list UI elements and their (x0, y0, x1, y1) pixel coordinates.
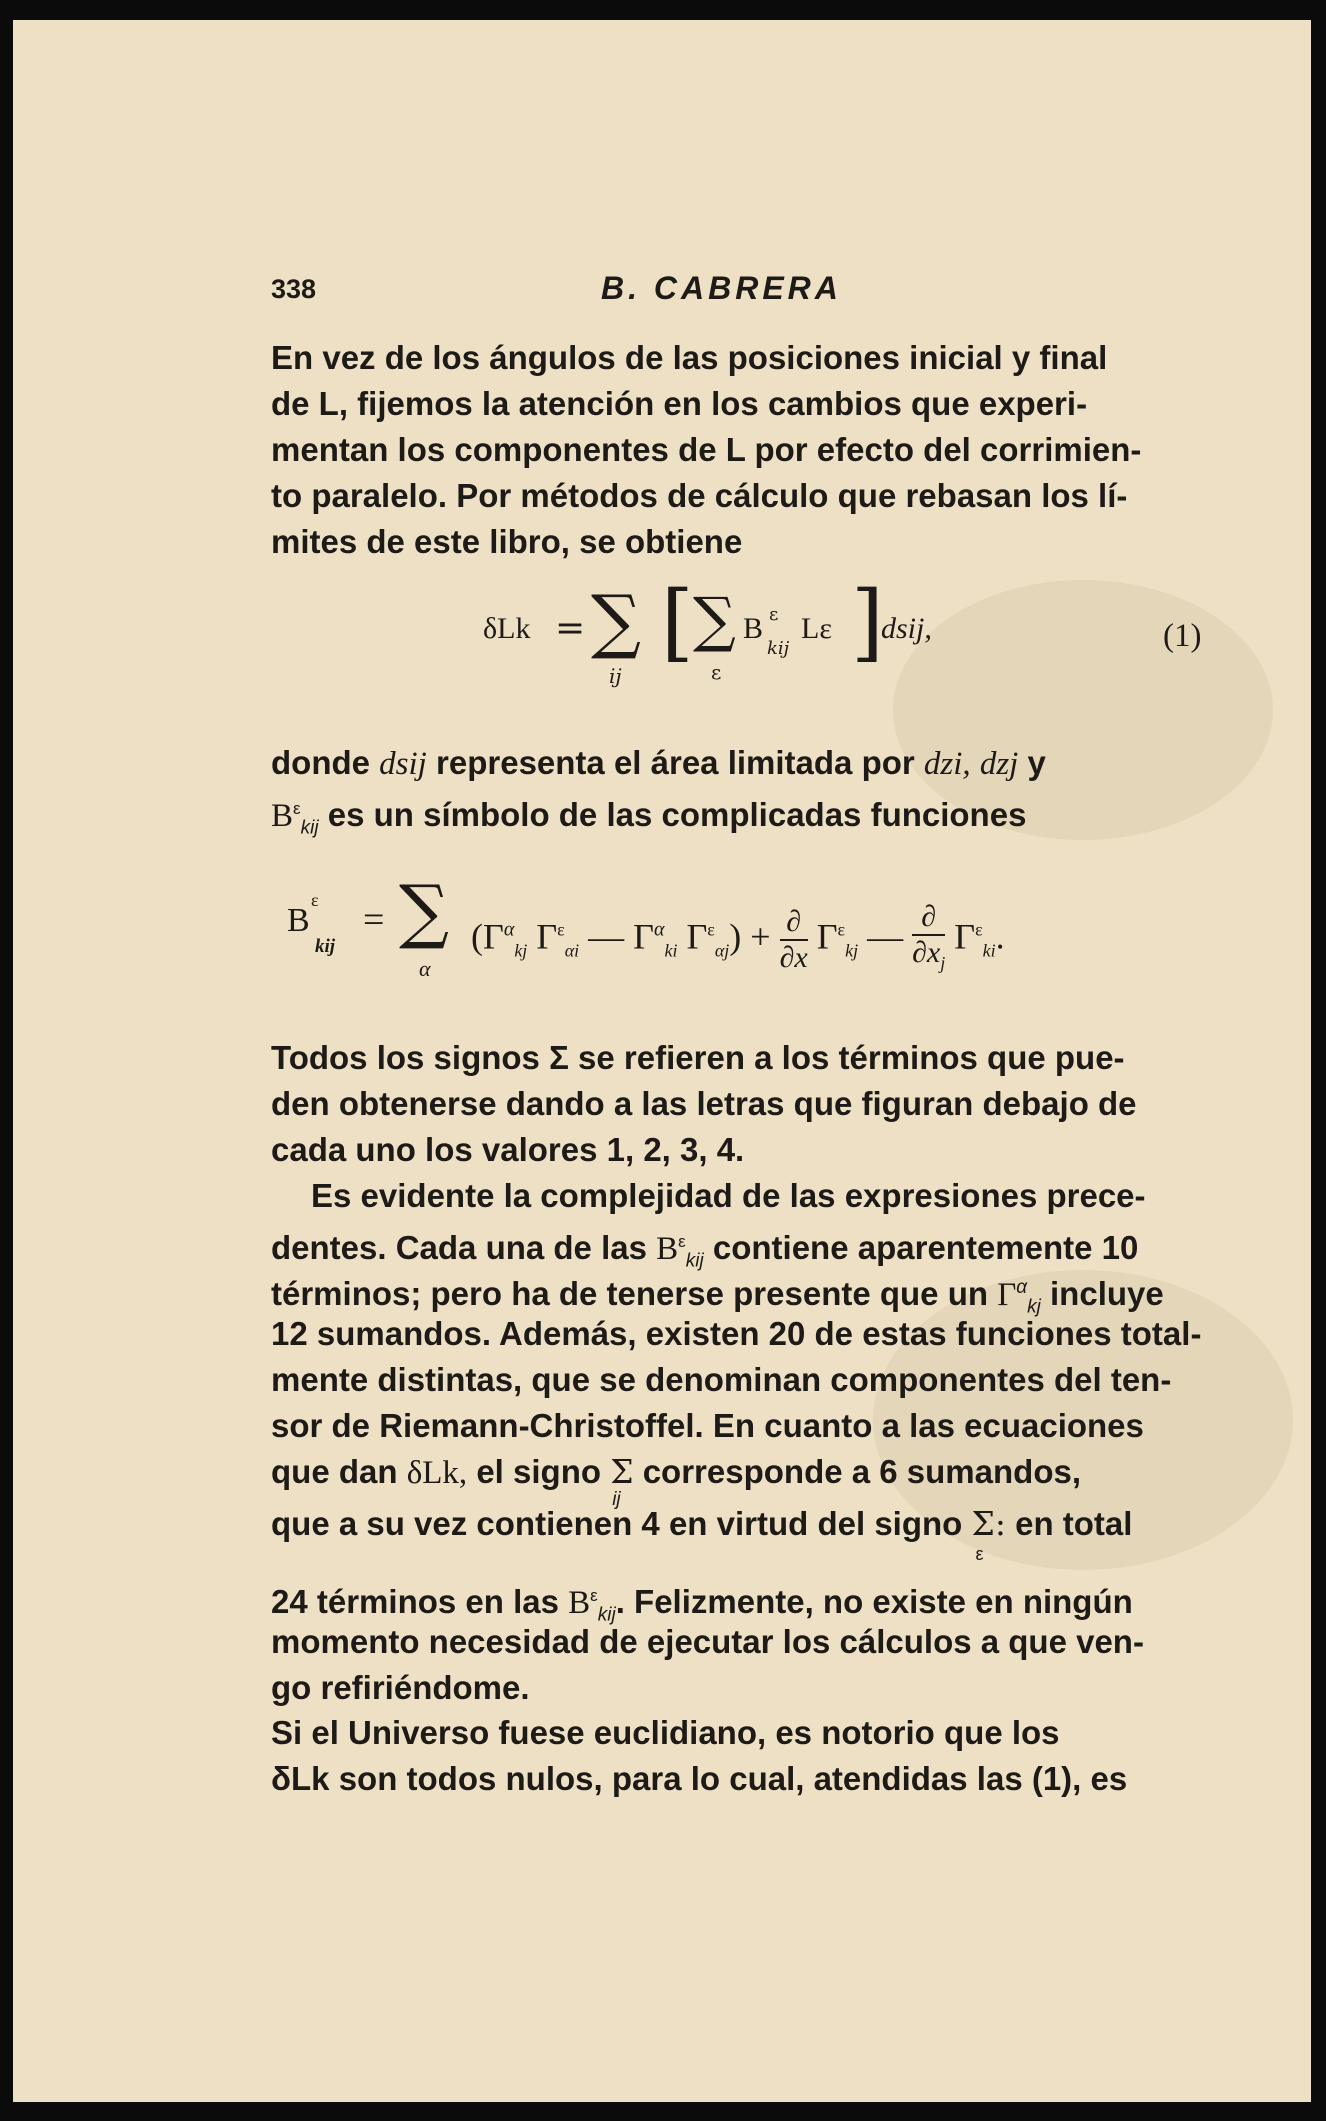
paragraph-5: Si el Universo fuese euclidiano, es notorio que los δLk son todos nulos, para lo cual, atendidas las (1), es (271, 1714, 1128, 1797)
text-fragment: dentes. Cada una de las (271, 1229, 647, 1266)
sigma-symbol: Σ (610, 1452, 634, 1491)
text-fragment: representa el área limitada por (436, 744, 915, 781)
sigma-symbol: ∑ (399, 870, 449, 952)
text-fragment: 24 términos en las (271, 1583, 559, 1620)
dzi-symbol: dzi, (923, 746, 971, 782)
dzj-symbol: dzj (979, 746, 1019, 782)
right-bracket: ] (851, 573, 884, 671)
delta-l-symbol: δLk, (406, 1455, 468, 1491)
eq1-term-sub: kij (767, 638, 790, 659)
eq2-equals: = (363, 899, 385, 941)
paragraph-4-lines-10-11: momento necesidad de ejecutar los cálculos a que ven- go refiriéndome. (271, 1623, 1144, 1706)
eq1-outer-sum-index: ij (609, 664, 622, 688)
text-fragment: donde (271, 744, 370, 781)
subscript: ij (612, 1489, 621, 1510)
b-symbol: B (568, 1585, 591, 1621)
eq2-lhs-sub: kij (315, 936, 336, 957)
text-fragment: contiene aparentemente 10 (712, 1229, 1139, 1266)
eq1-inner-sum-index: ε (711, 660, 722, 684)
left-bracket: [ (661, 573, 694, 671)
eq2-lhs: B (287, 902, 310, 939)
book-page (13, 20, 1311, 2102)
eq2-body: ($\Gamma^\alpha_{kj}$ $\Gamma^\varepsilon_{\alpha i}$ — $\Gamma^\alpha_{ki}$ $\Gamma^\varepsilon_{\alpha j}$) + ∂ ∂x $\Gamma^\varepsilon_{kj}$ — ∂ $\partial x_j$ $\Gamma^\varepsilon_{ki}$. (471, 900, 1005, 974)
eq2-sum-index: α (419, 956, 431, 981)
page-text (13, 20, 1311, 2102)
eq2-lhs-sup: ε (311, 890, 319, 910)
gamma-symbol: Γ (997, 1277, 1017, 1313)
paragraph-2-line-1 (271, 740, 1223, 787)
eq1-l: Lε (801, 612, 832, 645)
sigma-symbol: Σ: (971, 1504, 1006, 1543)
paragraph-4-line-9: 24 términos en las $B^\varepsilon_{kij}$. Felizmente, no existe en ningún (271, 1583, 1133, 1626)
text-fragment: que a su vez contienen 4 en virtud del signo (271, 1505, 963, 1542)
superscript: ε (678, 1232, 686, 1251)
running-head: B. CABRERA (601, 270, 842, 306)
eq1-lhs: δLk (483, 612, 531, 645)
subscript: kij (685, 1250, 704, 1272)
equation-2 (271, 870, 1251, 990)
equation-number: (1) (1163, 618, 1202, 654)
superscript: ε (590, 1586, 598, 1605)
sigma-symbol: ∑ (693, 585, 736, 655)
b-symbol: B (656, 1231, 679, 1267)
ds-symbol: dsij (379, 746, 427, 782)
paragraph-4-line-1: Es evidente la complejidad de las expresiones prece- (311, 1177, 1146, 1214)
text-fragment: es un símbolo de las complicadas funciones (327, 796, 1027, 833)
text-fragment: el signo (476, 1453, 602, 1490)
paragraph-4-line-7 (271, 1449, 1223, 1510)
page-number: 338 (271, 274, 317, 304)
eq1-term: B (743, 612, 764, 645)
text-fragment: corresponde a 6 sumandos, (642, 1453, 1082, 1490)
eq1-equals: = (555, 608, 586, 649)
subscript: kj (1027, 1296, 1041, 1318)
superscript: ε (293, 799, 301, 818)
text-fragment: y (1027, 744, 1046, 781)
paragraph-4-lines-4-6: 12 sumandos. Además, existen 20 de estas funciones total- mente distintas, que se denominan componentes del ten- sor de Riemann-Christoffel. En cuanto a las ecuaciones (271, 1315, 1202, 1444)
text-fragment: Felizmente, no existe en ningún (634, 1583, 1133, 1620)
eq1-ds: dsij, (881, 612, 932, 645)
text-fragment: en total (1015, 1505, 1133, 1542)
subscript: kij (597, 1604, 616, 1626)
page-header (271, 270, 1071, 314)
paragraph-1: En vez de los ángulos de las posiciones inicial y final de L, fijemos la atención en los cambios que experi- mentan los componentes de L por efecto del corrimien- to paralelo. Por métodos de cálculo que rebasan los lí- mites de este libro, se obtiene (271, 339, 1142, 560)
superscript: α (1016, 1277, 1028, 1298)
text-fragment: que dan (271, 1453, 398, 1490)
subscript: ε (975, 1544, 984, 1564)
subscript: kij (300, 817, 319, 839)
text-fragment: incluye (1050, 1275, 1164, 1312)
paragraph-2-line-2 (271, 786, 1223, 852)
eq1-term-sup: ε (769, 604, 779, 625)
text-fragment: términos; pero ha de tenerse presente que un (271, 1275, 989, 1312)
paragraph-3: Todos los signos Σ se refieren a los términos que pue- den obtenerse dando a las letras que figuran debajo de cada uno los valores 1, 2, 3, 4. (271, 1039, 1137, 1168)
sigma-symbol: ∑ (591, 580, 641, 662)
paragraph-4-line-8 (271, 1501, 1223, 1564)
b-symbol: B (271, 798, 294, 834)
